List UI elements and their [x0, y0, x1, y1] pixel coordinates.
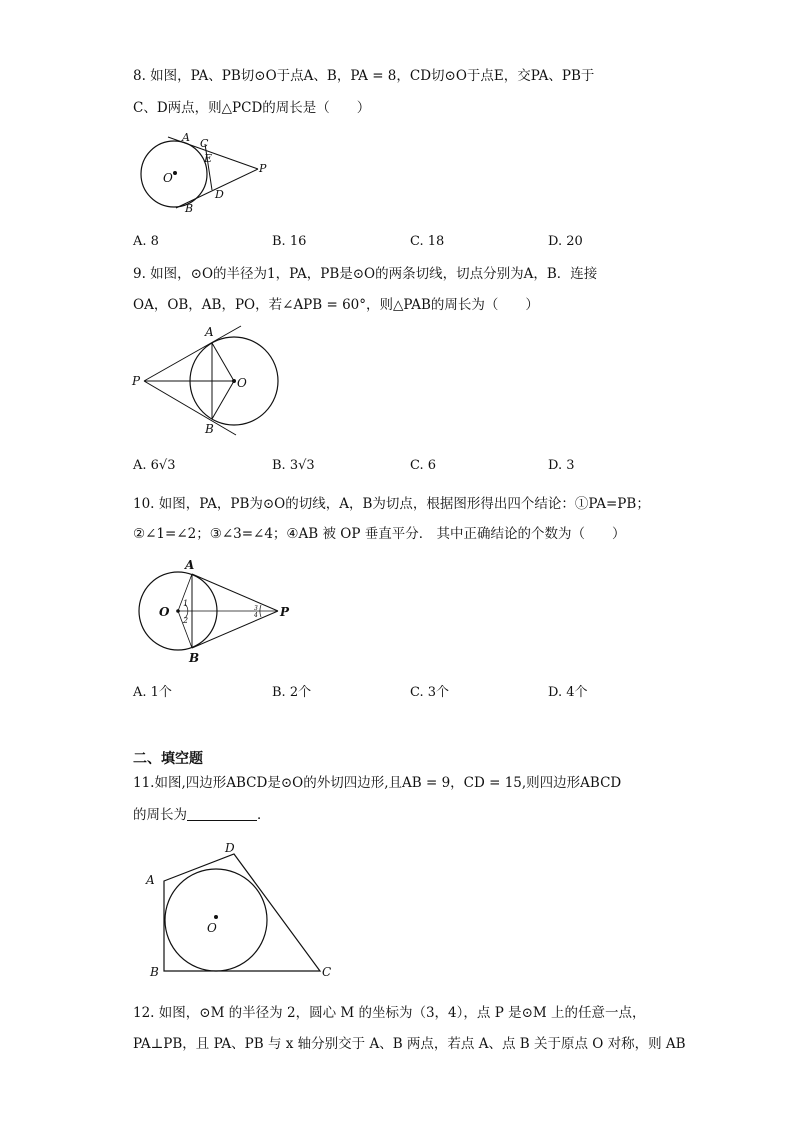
q9-label-A: A [205, 325, 214, 339]
q8-label-B: B [185, 202, 194, 215]
section-title-fill-in: 二、填空题 [133, 751, 203, 767]
q8-option-c[interactable]: C. 18 [410, 234, 445, 249]
q10-figure [133, 556, 298, 671]
q9-text-line2: OA，OB，AB，PO，若∠APB = 60°，则△PAB的周长为（ ） [133, 297, 539, 313]
q10-angle-3: 3 [254, 605, 258, 612]
q10-angle-4: 4 [254, 612, 258, 619]
q8-option-b[interactable]: B. 16 [272, 234, 307, 249]
q9-label-O: O [237, 376, 247, 390]
q8-text-line2: C、D两点，则△PCD的周长是（ ） [133, 100, 371, 116]
q10-label-A: A [185, 558, 195, 572]
q9-label-P: P [132, 374, 141, 388]
q11-answer-blank[interactable] [187, 806, 257, 821]
q9-option-c[interactable]: C. 6 [410, 458, 437, 473]
q9-text-line1: 9. 如图，⊙O的半径为1，PA，PB是⊙O的两条切线，切点分别为A，B．连接 [133, 266, 598, 282]
q11-text-line1: 11.如图,四边形ABCD是⊙O的外切四边形,且AB = 9，CD = 15,则四边形ABCD [133, 775, 622, 791]
q10-label-O: O [159, 605, 170, 619]
q8-label-O: O [163, 171, 173, 185]
q10-angle-2: 2 [183, 616, 189, 625]
q8-label-P: P [259, 162, 267, 175]
q11-prefix: 的周长为 [133, 807, 187, 823]
q10-option-b[interactable]: B. 2个 [272, 685, 312, 700]
q11-figure [140, 838, 340, 983]
q11-label-C: C [322, 965, 332, 979]
q10-option-a[interactable]: A. 1个 [133, 685, 172, 700]
q9-option-a[interactable]: A. 6√3 [133, 458, 176, 473]
q8-label-E: E [204, 152, 213, 165]
q8-label-C: C [200, 137, 209, 150]
q12-text-line2: PA⊥PB，且 PA、PB 与 x 轴分别交于 A、B 两点，若点 A、点 B 关于原点 O 对称，则 AB [133, 1036, 686, 1052]
q11-text-line2 [133, 805, 271, 825]
q8-text-line1: 8. 如图，PA、PB切⊙O于点A、B，PA = 8，CD切⊙O于点E，交PA、PB于 [133, 68, 595, 84]
q8-label-A: A [182, 131, 190, 144]
q12-text-line1: 12. 如图，⊙M 的半径为 2，圆心 M 的坐标为（3，4），点 P 是⊙M 上的任意一点， [133, 1005, 646, 1021]
q11-label-D: D [225, 841, 235, 855]
q10-label-B: B [189, 651, 200, 665]
q11-suffix: ． [257, 807, 271, 823]
q9-label-B: B [205, 422, 214, 436]
q8-option-a[interactable]: A. 8 [133, 234, 159, 249]
q10-angle-1: 1 [183, 599, 189, 608]
q10-option-c[interactable]: C. 3个 [410, 685, 450, 700]
q11-label-A: A [146, 873, 155, 887]
q11-label-O: O [207, 921, 217, 935]
q9-option-b[interactable]: B. 3√3 [272, 458, 315, 473]
q8-figure [130, 130, 280, 225]
q10-label-P: P [280, 605, 290, 619]
q10-text-line2: ②∠1=∠2；③∠3=∠4；④AB 被 OP 垂直平分． 其中正确结论的个数为（ ） [133, 526, 626, 542]
q8-label-D: D [215, 188, 224, 201]
q10-option-d[interactable]: D. 4个 [548, 685, 588, 700]
q9-option-d[interactable]: D. 3 [548, 458, 575, 473]
q8-option-d[interactable]: D. 20 [548, 234, 583, 249]
q11-label-B: B [150, 965, 159, 979]
q10-text-line1: 10. 如图，PA，PB为⊙O的切线，A，B为切点，根据图形得出四个结论：①PA=PB； [133, 496, 650, 512]
q9-figure [130, 323, 290, 438]
